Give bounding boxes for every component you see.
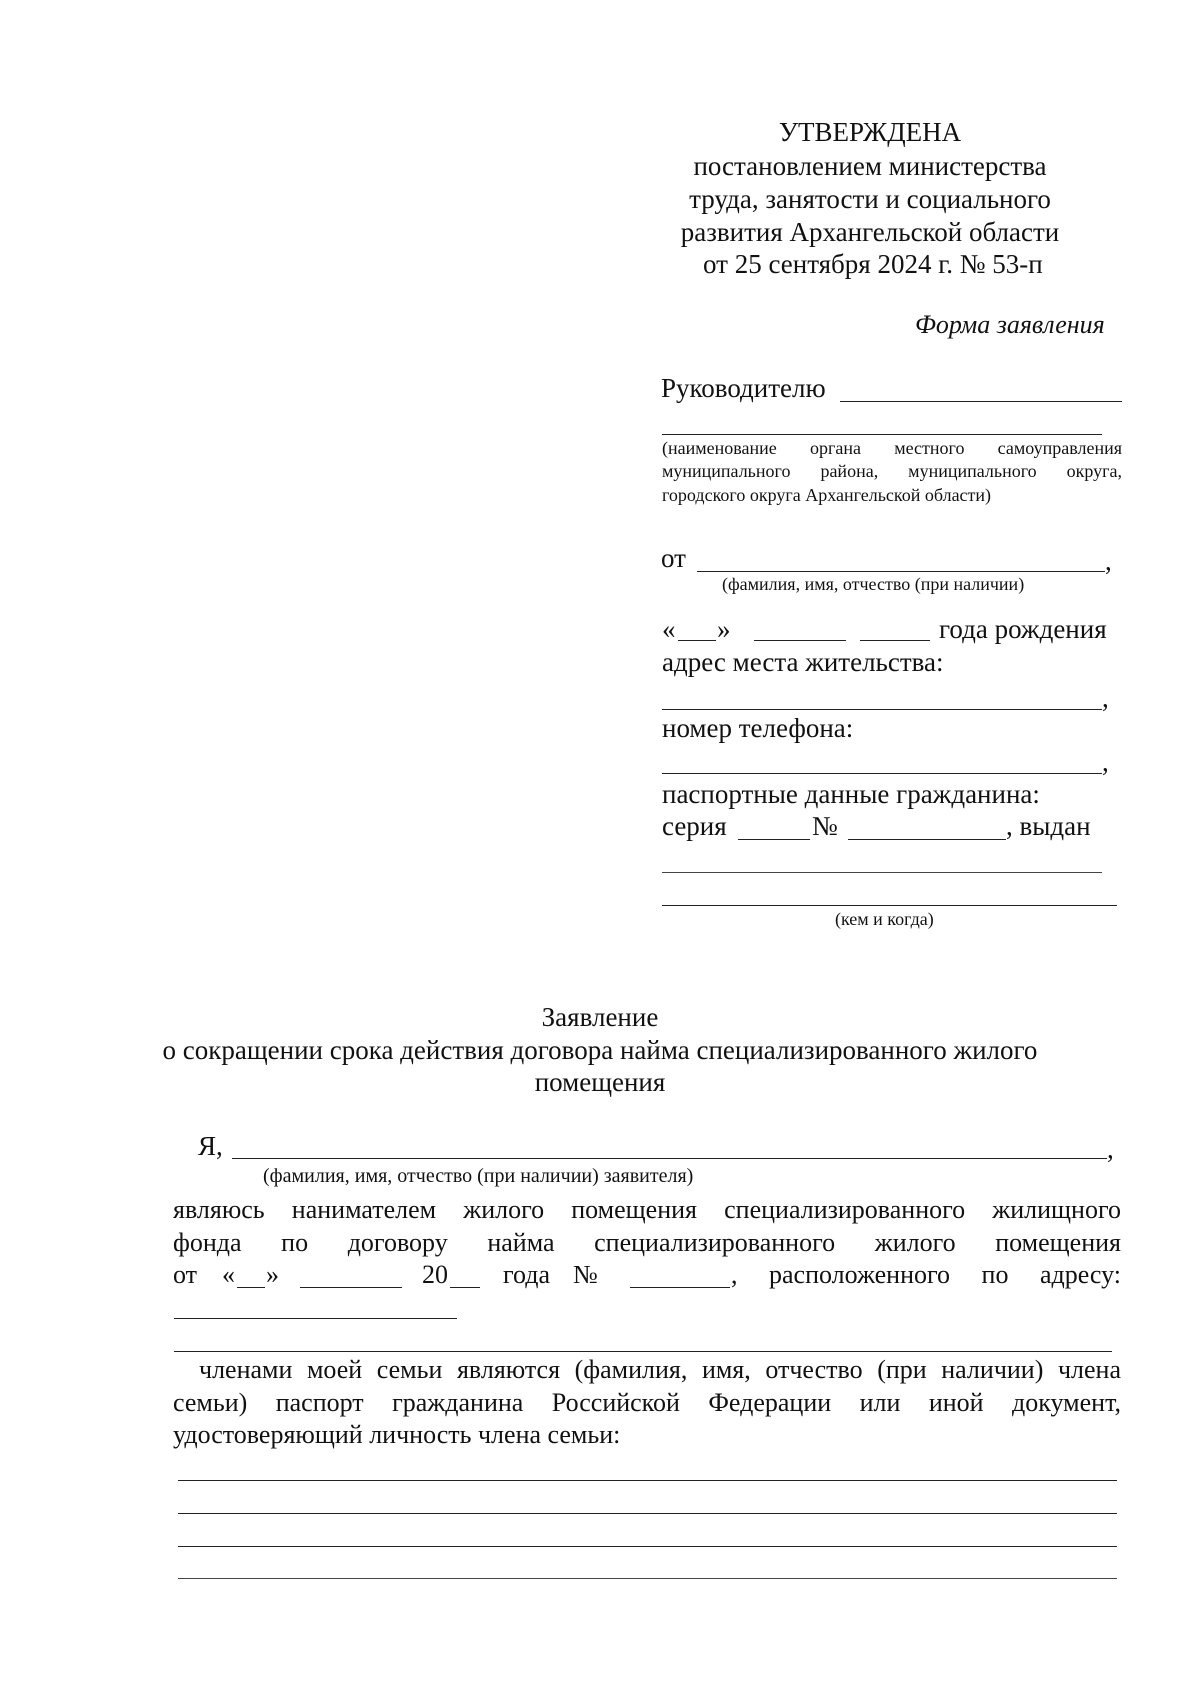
p1-line-1: являюсь нанимателем жилого помещения специализированного жилищного [173,1195,1121,1224]
issued-hint: (кем и когда) [835,909,934,929]
org-hint-3: городского округа Архангельской области) [662,485,992,505]
approval-line-3: труда, занятости и социального [689,184,1051,214]
birth-quote-open: « [662,614,676,644]
p1-from: от [173,1260,198,1289]
from-comma: , [1105,546,1112,576]
document-subtitle-1: о сокращении срока действия договора найма специализированного жилого [162,1035,1038,1065]
address-comma: , [1102,683,1109,713]
address-line[interactable] [662,709,1102,710]
phone-line[interactable] [662,773,1102,774]
issued-label: , выдан [1006,811,1091,841]
birth-quote-close: » [717,614,731,644]
org-hint-1: (наименование органа местного самоуправления [662,438,1122,458]
birth-label: года рождения [939,614,1107,644]
p1-number-sign: № [573,1260,598,1289]
p1-located: , расположенного по адресу: [731,1260,1121,1289]
birth-year-line[interactable] [860,640,930,641]
applicant-comma: , [1107,1134,1114,1164]
series-line[interactable] [738,839,810,840]
issued-line-1[interactable] [662,872,1102,873]
family-line-2[interactable] [178,1513,1117,1514]
p1-year-word: года [503,1260,551,1289]
p2-line-2: семьи) паспорт гражданина Российской Федерации или иной документ, [173,1388,1121,1417]
series-label: серия [662,811,727,841]
p1-line-2: фонда по договору найма специализированного жилого помещения [173,1228,1121,1257]
i-label: Я, [198,1131,223,1161]
recipient-org-line[interactable] [662,434,1102,435]
form-label: Форма заявления [915,310,1105,339]
passport-number-line[interactable] [848,839,1006,840]
p1-quote-open: « [222,1260,235,1289]
approval-line-2: постановлением министерства [693,151,1047,181]
contract-year-line[interactable] [450,1287,480,1288]
contract-month-line[interactable] [300,1287,402,1288]
phone-comma: , [1102,747,1109,777]
issued-line-2[interactable] [662,905,1117,906]
family-line-3[interactable] [178,1546,1117,1547]
document-title: Заявление [541,1002,659,1032]
contract-address-line-1[interactable] [174,1318,457,1319]
applicant-hint: (фамилия, имя, отчество (при наличии) заявителя) [263,1165,694,1187]
approval-line-5: от 25 сентября 2024 г. № 53-п [703,249,1043,279]
from-fio-line[interactable] [697,571,1105,572]
family-line-1[interactable] [178,1480,1117,1481]
org-hint-2: муниципального района, муниципального округа, [662,461,1122,481]
approval-title: УТВЕРЖДЕНА [778,117,962,147]
passport-number-sign: № [812,811,838,841]
p2-line-1: членами моей семьи являются (фамилия, имя, отчество (при наличии) члена [199,1355,1121,1384]
recipient-to-label: Руководителю [661,373,826,403]
recipient-head-line[interactable] [840,401,1122,402]
p2-line-3: удостоверяющий личность члена семьи: [173,1420,621,1449]
approval-line-4: развития Архангельской области [680,217,1060,247]
contract-number-line[interactable] [630,1287,730,1288]
p1-year-prefix: 20 [422,1260,448,1289]
passport-label: паспортные данные гражданина: [662,779,1040,809]
applicant-name-line[interactable] [232,1158,1107,1159]
birth-day-line[interactable] [678,640,716,641]
address-label: адрес места жительства: [662,647,944,677]
fio-hint: (фамилия, имя, отчество (при наличии) [722,574,1025,594]
contract-day-line[interactable] [237,1287,265,1288]
phone-label: номер телефона: [662,713,854,743]
document-subtitle-2: помещения [534,1067,666,1097]
from-label: от [661,543,686,573]
contract-address-line-2[interactable] [174,1351,1112,1352]
birth-month-line[interactable] [754,640,846,641]
family-line-4[interactable] [178,1578,1117,1579]
p1-quote-close: » [266,1260,279,1289]
